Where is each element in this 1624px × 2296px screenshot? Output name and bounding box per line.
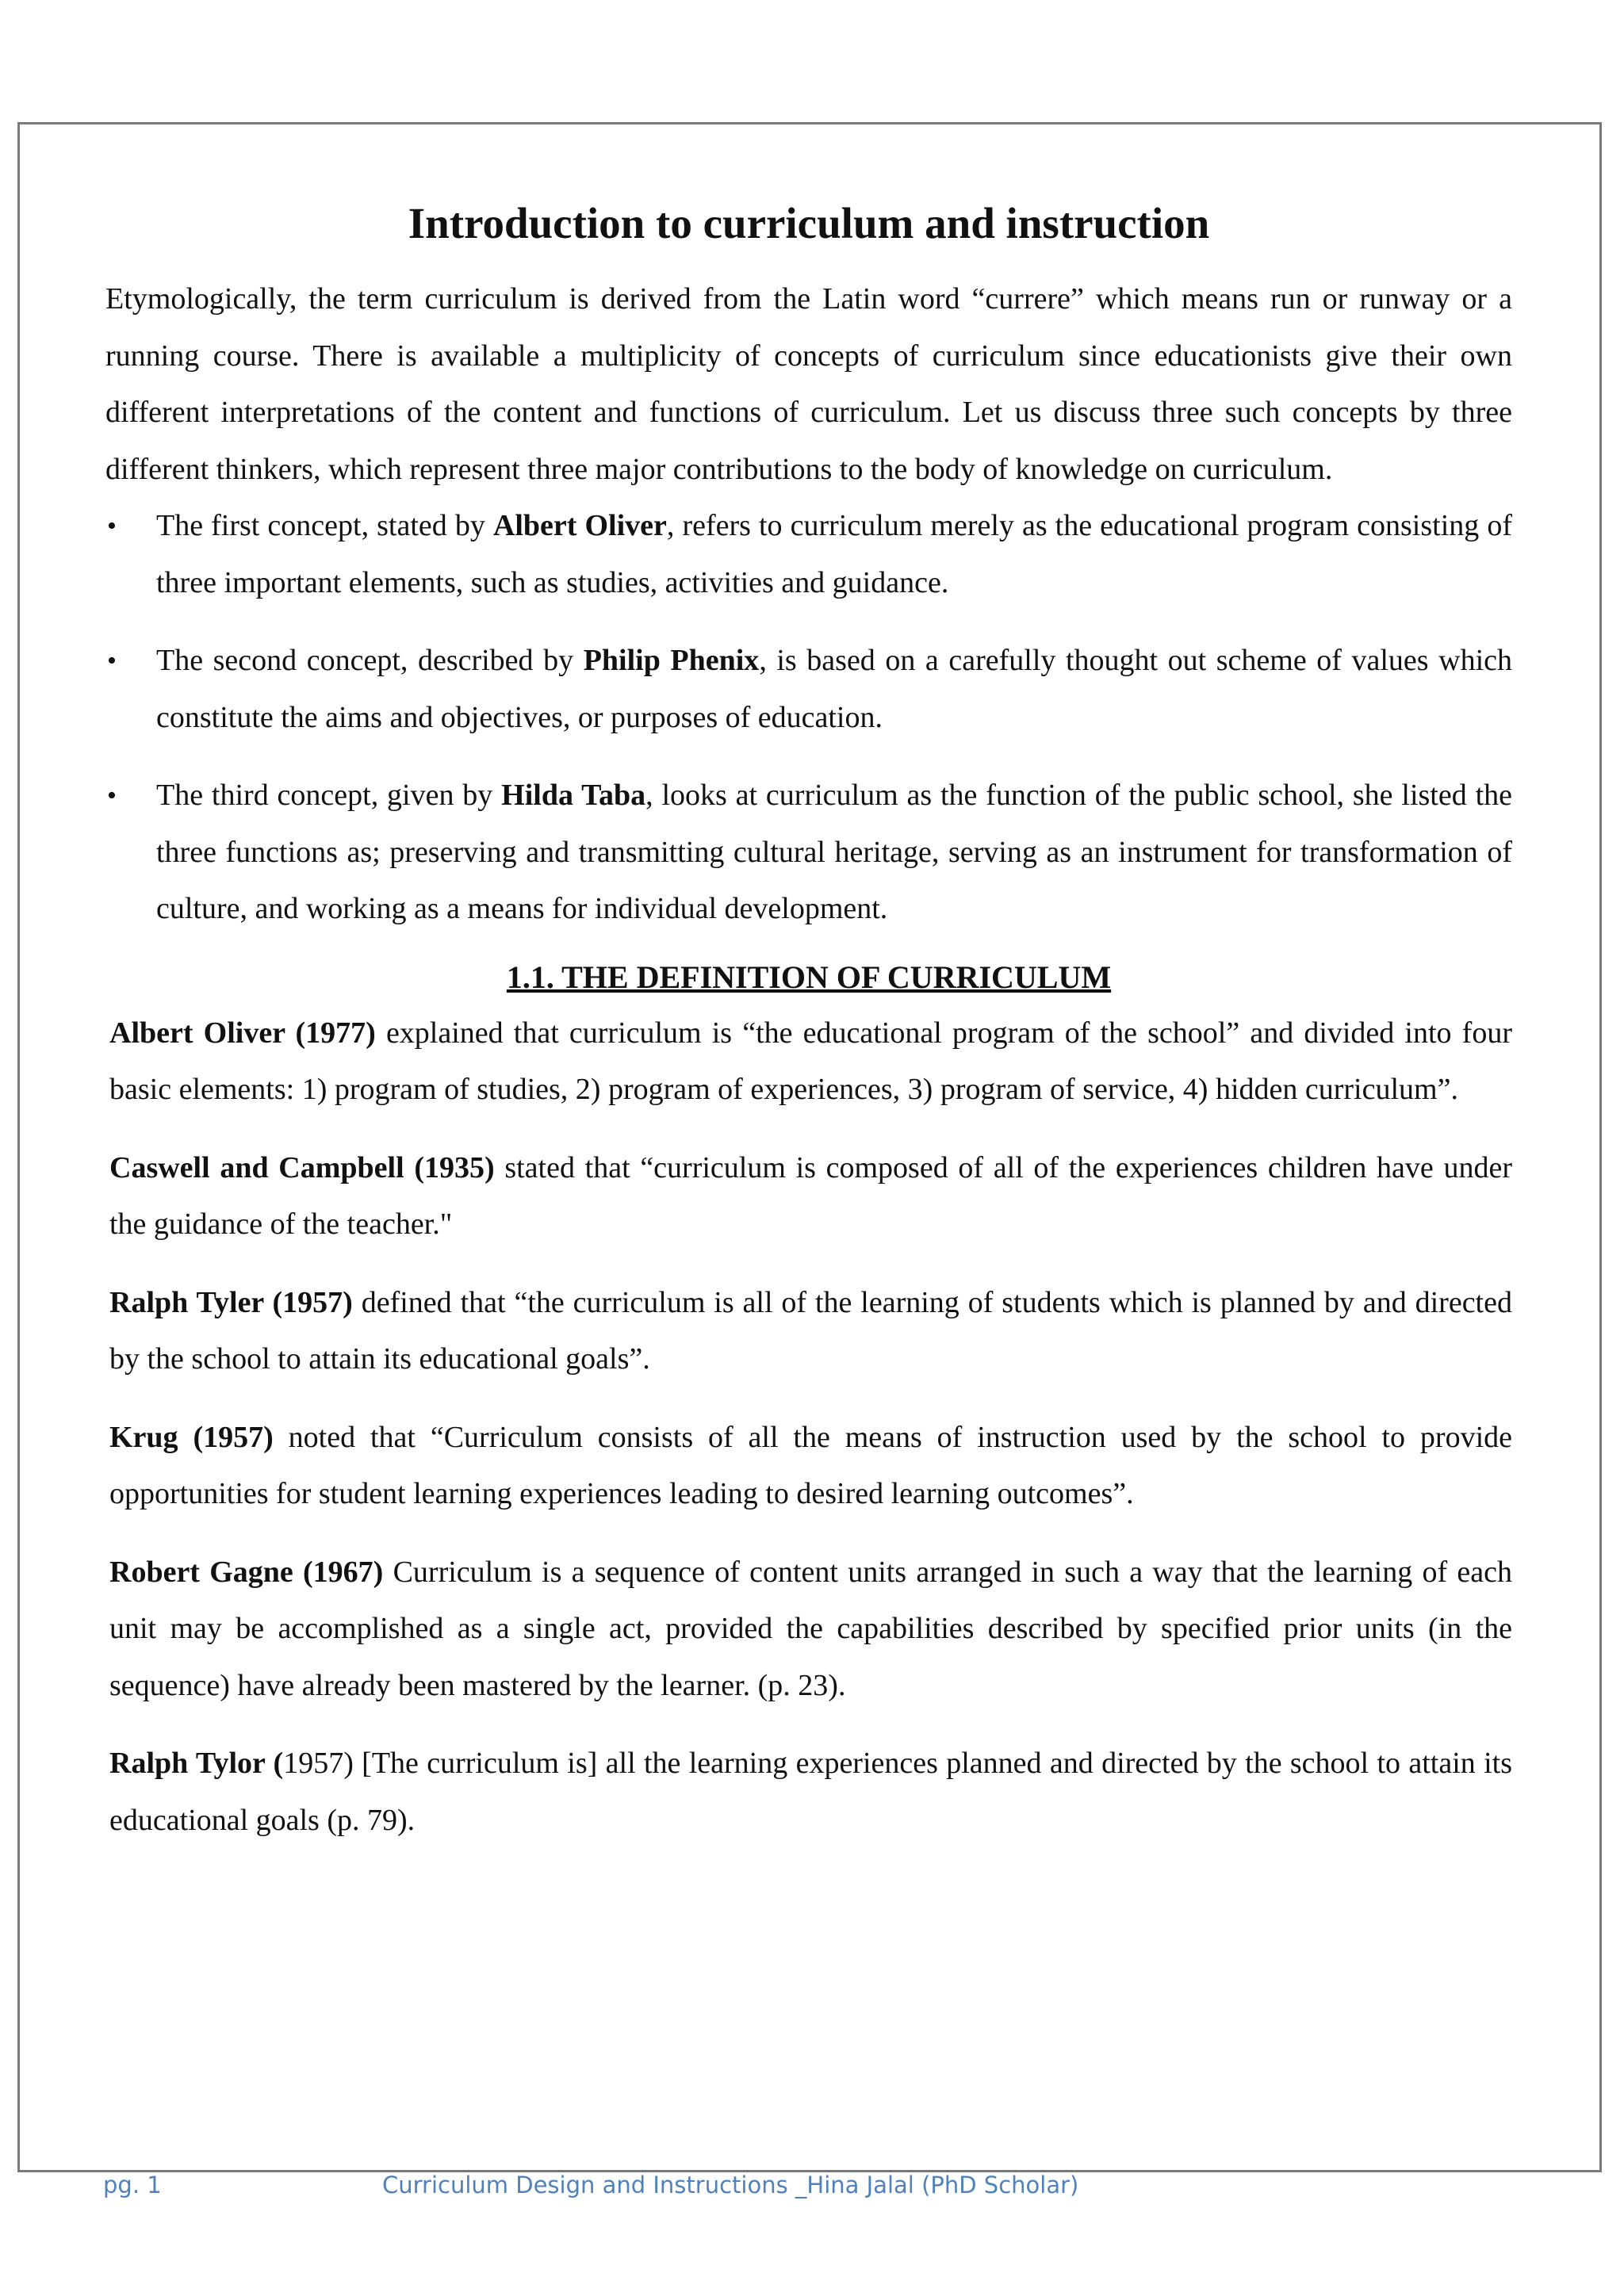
concept-text-after: , refers to curriculum merely as the educational program consisting of three important elements, such as studies, activities and guidance.: [156, 509, 1512, 599]
definition-text: noted that “Curriculum consists of all the means of instruction used by the school to provide opportunities for student learning experiences leading to desired learning outcomes”.: [109, 1420, 1512, 1510]
definition-author: Robert Gagne (1967): [109, 1555, 384, 1589]
definition-author: Albert Oliver (1977): [109, 1016, 376, 1050]
definition-paragraph: [109, 1005, 1512, 1119]
section-heading: 1.1. THE DEFINITION OF CURRICULUM: [506, 959, 1112, 995]
concept-text-after: , looks at curriculum as the function of the public school, she listed the three functions as; preserving and transmitting cultural heritage, serving as an instrument for transformation of culture, and working as a means for individual development.: [156, 779, 1512, 925]
definition-paragraph: [109, 1410, 1512, 1523]
concept-item: [105, 767, 1512, 938]
definitions-list: [105, 1005, 1512, 1850]
concept-thinker-name: Hilda Taba: [501, 779, 646, 812]
document-title: Introduction to curriculum and instruction: [408, 199, 1210, 247]
definition-paragraph: [109, 1544, 1512, 1715]
concept-text-after: , is based on a carefully thought out scheme of values which constitute the aims and objectives, or purposes of education.: [156, 644, 1512, 734]
bullet-icon: •: [107, 511, 117, 541]
concept-text-before: The third concept, given by: [156, 779, 502, 812]
definition-text: 1957) [The curriculum is] all the learning experiences planned and directed by the school to attain its educational goals (p. 79).: [109, 1747, 1512, 1837]
definition-author: Krug (1957): [109, 1420, 274, 1454]
bullet-icon: •: [107, 646, 117, 675]
definition-text: defined that “the curriculum is all of the learning of students which is planned by and directed by the school to attain its educational goals”.: [109, 1285, 1512, 1376]
concept-thinker-name: Philip Phenix: [583, 644, 760, 677]
intro-paragraph: Etymologically, the term curriculum is derived from the Latin word “currere” which means run or runway or a running course. There is available a multiplicity of concepts of curriculum since educationists give their own different interpretations of the content and functions of curriculum. Let us discuss three such concepts by three different thinkers, which represent three major contributions to the body of knowledge on curriculum.: [105, 282, 1512, 486]
concept-thinker-name: Albert Oliver: [492, 509, 667, 542]
concept-text-before: The first concept, stated by: [156, 509, 493, 542]
concept-item: [105, 633, 1512, 746]
concept-list: [105, 498, 1512, 938]
definition-paragraph: [109, 1275, 1512, 1388]
concept-text-before: The second concept, described by: [156, 644, 584, 677]
definition-text: explained that curriculum is “the educational program of the school” and divided into four basic elements: 1) program of studies, 2) program of experiences, 3) program of service, 4) hidden curriculum”.: [109, 1016, 1512, 1106]
page-number: pg. 1: [103, 2172, 162, 2198]
definition-paragraph: [109, 1140, 1512, 1253]
bullet-icon: •: [107, 781, 117, 810]
definition-text: Curriculum is a sequence of content units arranged in such a way that the learning of each unit may be accomplished as a single act, provided the capabilities described by specified prior units (in the sequence) have already been mastered by the learner. (p. 23).: [109, 1555, 1512, 1702]
definition-author: Ralph Tyler (1957): [109, 1285, 353, 1319]
definition-paragraph: [109, 1735, 1512, 1849]
definition-author: Ralph Tylor (: [109, 1747, 284, 1780]
definition-author: Caswell and Campbell (1935): [109, 1150, 495, 1184]
definition-text: stated that “curriculum is composed of all of the experiences children have under the guidance of the teacher.": [109, 1150, 1512, 1241]
concept-item: [105, 498, 1512, 611]
page-content: [105, 190, 1512, 1870]
footer-doc-title: Curriculum Design and Instructions _Hina Jalal (PhD Scholar): [382, 2172, 1079, 2198]
